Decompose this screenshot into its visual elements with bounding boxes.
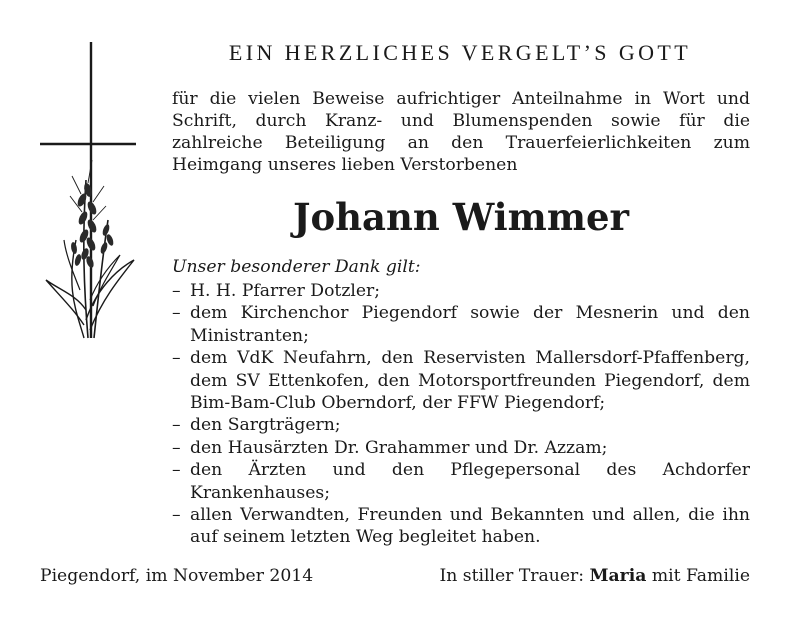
cross-with-wheat-icon — [36, 40, 146, 340]
thanks-item: – den Ärzten und den Pflegepersonal des Achdorfer Krankenhauses; — [172, 459, 750, 504]
mourners-name: Maria — [589, 566, 647, 586]
thanks-item: – den Sargträgern; — [172, 414, 750, 436]
thanks-item: – dem Kirchenchor Piegendorf sowie der Mesnerin und den Ministranten; — [172, 302, 750, 347]
place-date: Piegendorf, im November 2014 — [40, 566, 314, 586]
thanks-item: – H. H. Pfarrer Dotzler; — [172, 280, 750, 302]
thanks-item: – dem VdK Neufahrn, den Reservisten Mallersdorf-Pfaffenberg, dem SV Ettenkofen, den Motorsportfreunden Piegendorf, dem Bim-Bam-Club Oberndorf, der FFW Piegendorf; — [172, 347, 750, 414]
thanks-list — [172, 280, 750, 549]
thanks-item: – den Hausärzten Dr. Grahammer und Dr. Azzam; — [172, 437, 750, 459]
mourners-prefix: In stiller Trauer: — [439, 566, 585, 586]
intro-paragraph: für die vielen Beweise aufrichtiger Anteilnahme in Wort und Schrift, durch Kranz- und Blumenspenden sowie für die zahlreiche Beteiligung an den Trauerfeierlichkeiten zum Heimgang unseres lieben Verstorbenen — [172, 89, 750, 175]
thanks-item: – allen Verwandten, Freunden und Bekannten und allen, die ihn auf seinem letzten Weg begleitet haben. — [172, 504, 750, 549]
mourners-signature — [439, 565, 750, 587]
notice-heading: EIN HERZLICHES VERGELT’S GOTT — [228, 40, 692, 65]
deceased-name: Johann Wimmer — [292, 195, 630, 239]
mourners-suffix: mit Familie — [651, 566, 750, 586]
thanks-heading: Unser besonderer Dank gilt: — [172, 257, 421, 277]
